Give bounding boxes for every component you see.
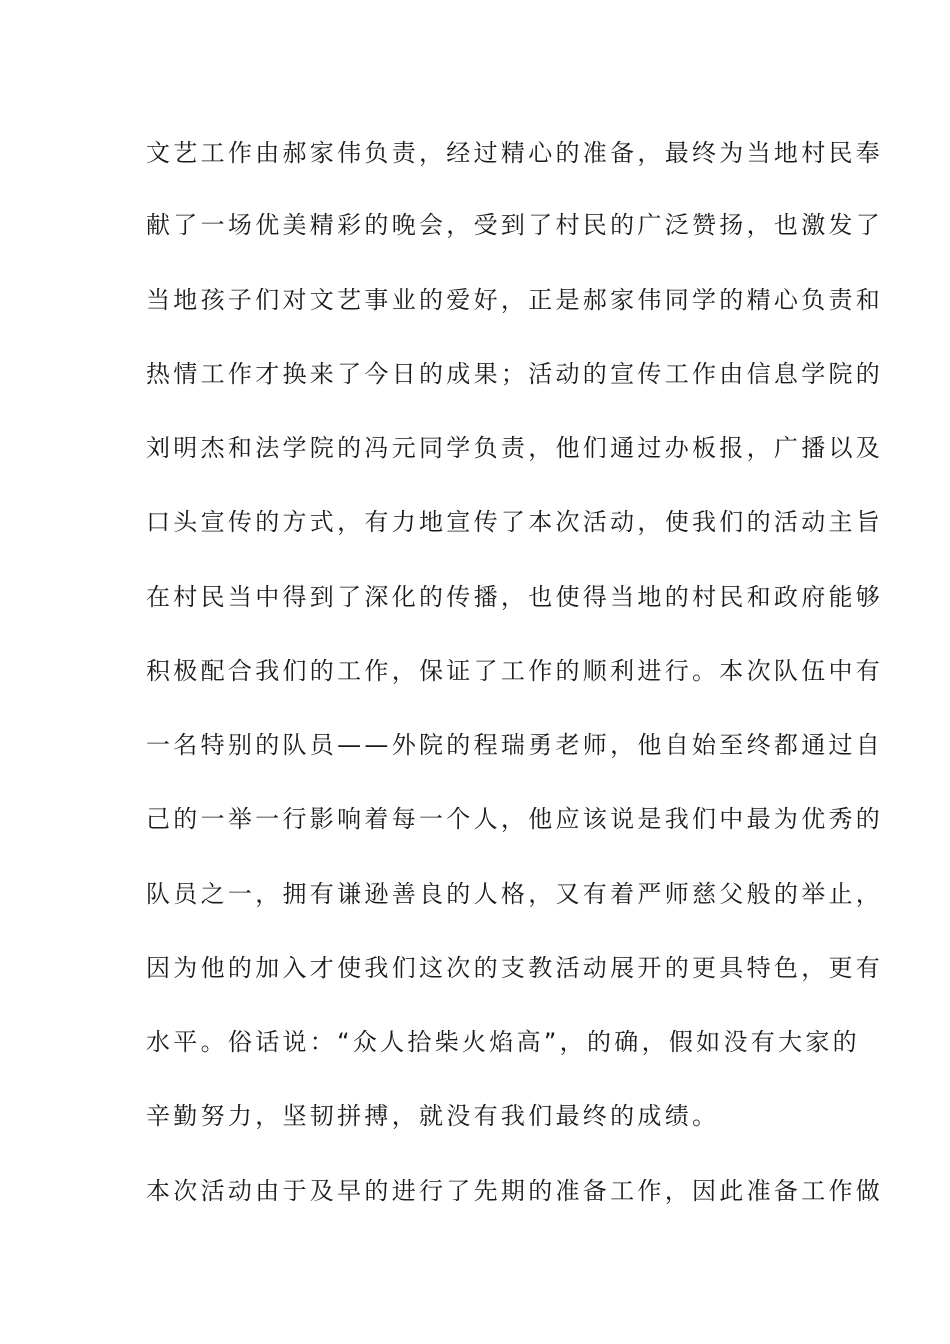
text-line: 口头宣传的方式，有力地宣传了本次活动，使我们的活动主旨 xyxy=(146,508,884,536)
text-line: 队员之一，拥有谦逊善良的人格，又有着严师慈父般的举止， xyxy=(146,880,884,908)
text-line: 当地孩子们对文艺事业的爱好，正是郝家伟同学的精心负责和 xyxy=(146,286,884,314)
text-line: 刘明杰和法学院的冯元同学负责，他们通过办板报，广播以及 xyxy=(146,434,884,462)
text-line: 文艺工作由郝家伟负责，经过精心的准备，最终为当地村民奉 xyxy=(146,139,884,167)
text-line: 本次活动由于及早的进行了先期的准备工作，因此准备工作做 xyxy=(146,1177,884,1205)
text-line: 积极配合我们的工作，保证了工作的顺利进行。本次队伍中有 xyxy=(146,657,884,685)
text-line: 热情工作才换来了今日的成果；活动的宣传工作由信息学院的 xyxy=(146,360,884,388)
text-line: 辛勤努力，坚韧拼搏，就没有我们最终的成绩。 xyxy=(146,1102,720,1130)
text-line: 在村民当中得到了深化的传播，也使得当地的村民和政府能够 xyxy=(146,583,884,611)
text-line: 己的一举一行影响着每一个人，他应该说是我们中最为优秀的 xyxy=(146,805,884,833)
text-line: 一名特别的队员——外院的程瑞勇老师，他自始至终都通过自 xyxy=(146,731,884,759)
text-line: 因为他的加入才使我们这次的支教活动展开的更具特色，更有 xyxy=(146,954,884,982)
text-line: 献了一场优美精彩的晚会，受到了村民的广泛赞扬，也激发了 xyxy=(146,211,884,239)
text-line: 水平。俗话说：“众人拾柴火焰高”，的确，假如没有大家的 xyxy=(146,1028,860,1056)
